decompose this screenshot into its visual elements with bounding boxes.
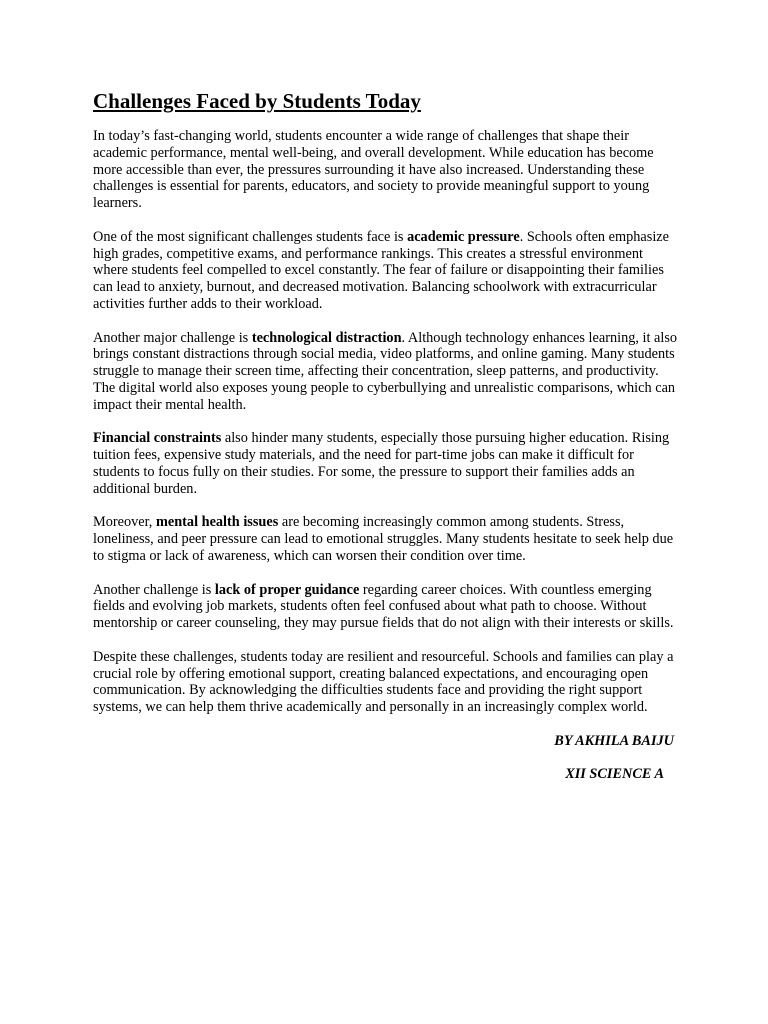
paragraph-conclusion [93, 649, 678, 716]
paragraph-guidance [93, 582, 678, 632]
document-page [93, 88, 678, 783]
paragraph-text: Despite these challenges, students today are resilient and resourceful. Schools and families can play a crucial role by offering emotional support, creating balanced expectations, and encouraging open communication. By acknowledging the difficulties students face and providing the right support systems, we can help them thrive academically and personally in an increasingly complex world. [93, 648, 674, 716]
paragraph-text: . Although technology enhances learning, it also brings constant distractions through social media, video platforms, and online gaming. Many students struggle to manage their screen time, affecting their concentration, sleep patterns, and productivity. The digital world also exposes young people to cyberbullying and unrealistic comparisons, which can impact their mental health. [93, 329, 678, 413]
bold-term: academic pressure [407, 228, 520, 245]
paragraph-text: also hinder many students, especially those pursuing higher education. Rising tuition fees, expensive study materials, and the need for part-time jobs can make it difficult for students to focus fully on their studies. For some, the pressure to support their families adds an additional burden. [93, 430, 670, 497]
paragraph-text: Another major challenge is [93, 329, 252, 346]
paragraph-financial-constraints [93, 430, 678, 497]
bold-term: lack of proper guidance [214, 581, 360, 598]
paragraph-text: Moreover, [93, 514, 156, 531]
paragraph-text: One of the most significant challenges students face is [93, 228, 408, 245]
document-title: Challenges Faced by Students Today [93, 89, 421, 113]
signature-class: XII SCIENCE A [565, 766, 664, 783]
paragraph-technological-distraction [93, 330, 678, 414]
paragraph-text: are becoming increasingly common among students. Stress, loneliness, and peer pressure can lead to emotional struggles. Many students hesitate to seek help due to stigma or lack of awareness, which can worsen their condition over time. [93, 514, 674, 564]
paragraph-text: Another challenge is [93, 581, 215, 598]
paragraph-text: regarding career choices. With countless emerging fields and evolving job markets, students often feel confused about what path to choose. Without mentorship or career counseling, they may pursue fields that do not align with their interests or skills. [93, 581, 674, 632]
bold-term: mental health issues [155, 514, 279, 531]
paragraph-text: . Schools often emphasize high grades, competitive exams, and performance rankings. This creates a stressful environment where students feel compelled to excel constantly. The fear of failure or disappointing their families can lead to anxiety, burnout, and decreased motivation. Balancing schoolwork with extracurricular activities further adds to their workload. [93, 228, 669, 312]
bold-term: Financial constraints [93, 430, 222, 447]
bold-term: technological distraction [251, 329, 402, 346]
signature-author: BY AKHILA BAIJU [554, 732, 674, 749]
paragraph-academic-pressure [93, 229, 678, 313]
paragraph-text: In today’s fast-changing world, students encounter a wide range of challenges that shape their academic performance, mental well-being, and overall development. While education has become more accessible than ever, the pressures surrounding it have also increased. Understanding these challenges is essential for parents, educators, and society to provide meaningful support to young learners. [93, 128, 654, 212]
paragraph-intro [93, 128, 678, 212]
paragraph-mental-health [93, 514, 678, 564]
